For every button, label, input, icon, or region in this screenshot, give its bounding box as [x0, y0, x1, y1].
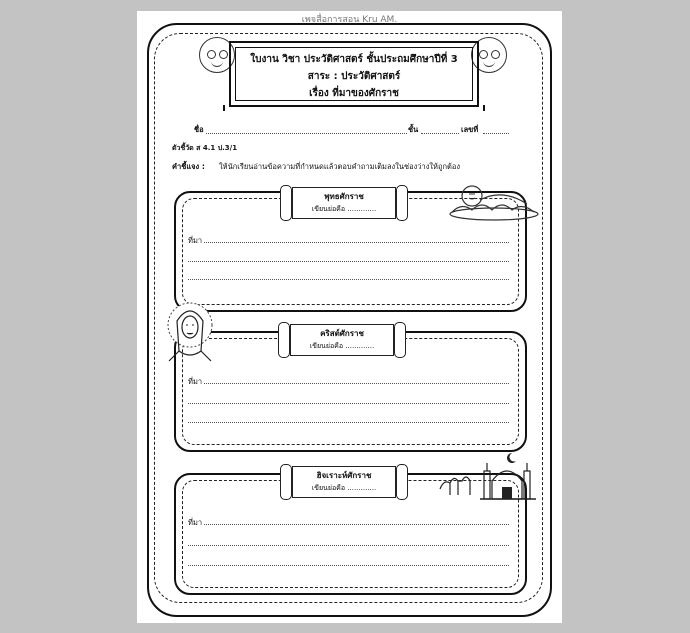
section-1-line-3[interactable] — [188, 279, 509, 280]
section-3-origin-label: ที่มา — [188, 518, 203, 527]
section-2-origin-label: ที่มา — [188, 377, 203, 386]
section-1-scroll-banner: พุทธศักราช เขียนย่อคือ ............. — [280, 185, 408, 221]
section-1-title: พุทธศักราช — [324, 192, 364, 201]
worksheet-title: ใบงาน วิชา ประวัติศาสตร์ ชั้นประถมศึกษาปีที่ 3 — [250, 54, 458, 65]
number-blank[interactable] — [483, 133, 509, 134]
worksheet-page — [137, 11, 562, 623]
section-3-line-3[interactable] — [188, 565, 509, 566]
indicator: ตัวชี้วัด ส 4.1 ป.3/1 — [172, 144, 238, 152]
instructions-text: ให้นักเรียนอ่านข้อความที่กำหนดแล้วตอบคำถามเติมลงในช่องว่างให้ถูกต้อง — [219, 162, 461, 171]
section-3-abbr-label: เขียนย่อคือ — [311, 484, 346, 492]
mosque-camel-icon — [436, 449, 540, 501]
name-blank[interactable] — [206, 133, 407, 134]
brand-watermark: เพจสื่อการสอน Kru AM. — [301, 15, 398, 25]
sleeping-buddha-icon — [442, 174, 542, 224]
section-2-line-2[interactable] — [188, 403, 509, 404]
number-label: เลขที่ — [461, 125, 479, 134]
jesus-portrait-icon — [165, 299, 215, 363]
section-1-abbr-label: เขียนย่อคือ — [311, 205, 346, 213]
subject-line: สาระ : ประวัติศาสตร์ — [307, 71, 401, 82]
topic-line: เรื่อง ที่มาของศักราช — [309, 88, 399, 99]
instructions-label: คำชี้แจง : — [172, 162, 205, 171]
section-3-line-1[interactable] — [204, 524, 509, 525]
section-1-line-1[interactable] — [204, 242, 509, 243]
section-2-line-1[interactable] — [204, 383, 509, 384]
section-3-title: ฮิจเราะห์ศักราช — [316, 471, 372, 480]
section-1-origin-label: ที่มา — [188, 236, 203, 245]
class-label: ชั้น — [408, 125, 419, 134]
section-3-scroll-banner: ฮิจเราะห์ศักราช เขียนย่อคือ ............. — [280, 464, 408, 500]
section-3-line-2[interactable] — [188, 545, 509, 546]
section-2-title: คริสต์ศักราช — [320, 329, 364, 338]
section-1-line-2[interactable] — [188, 261, 509, 262]
header-box — [229, 41, 479, 107]
section-2-line-3[interactable] — [188, 422, 509, 423]
class-blank[interactable] — [421, 133, 459, 134]
section-2-abbr-label: เขียนย่อคือ — [309, 342, 344, 350]
name-label: ชื่อ — [194, 125, 204, 134]
section-2-scroll-banner: คริสต์ศักราช เขียนย่อคือ ............. — [278, 322, 406, 358]
